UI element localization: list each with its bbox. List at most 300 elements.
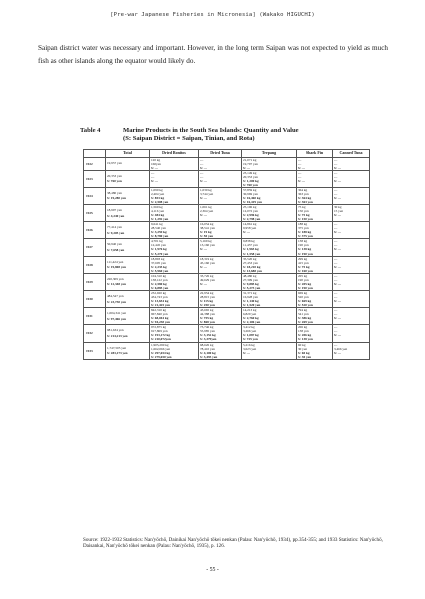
- total-saipan-value: S: 19,280 yen: [107, 196, 126, 201]
- total-cell: [106, 187, 150, 204]
- cell-line: ---: [200, 161, 204, 166]
- table-row: [84, 239, 370, 256]
- total-cell: [106, 170, 150, 187]
- year-cell: 1933: [84, 342, 106, 359]
- dried-bonitos-cell: [150, 157, 199, 170]
- cell-line: 160yen: [151, 161, 161, 166]
- cell-line: ---: [334, 273, 338, 278]
- cell-line: 48,480 kg: [243, 273, 257, 278]
- total-value: 220,309 yen: [107, 276, 124, 281]
- cell-line: S: 8,780 yen: [151, 234, 169, 239]
- total-value: 111,424 yen: [107, 259, 124, 264]
- cell-line: S: 18,210 kg: [243, 264, 261, 269]
- canned-tuna-cell: [333, 205, 370, 222]
- dried-tuna-cell: [199, 325, 242, 342]
- shark-fin-cell: [297, 308, 333, 325]
- dried-bonitos-cell: [150, 256, 199, 273]
- canned-tuna-cell: [333, 273, 370, 290]
- cell-line: ---: [298, 161, 302, 166]
- dried-bonitos-cell: [150, 205, 199, 222]
- shark-fin-cell: [297, 205, 333, 222]
- cell-line: S: 5,270 yen: [151, 251, 169, 256]
- dried-bonitos-cell: [150, 273, 199, 290]
- cell-line: ---: [334, 170, 338, 175]
- cell-line: S: 13,654 kg: [151, 299, 169, 304]
- cell-line: 78,410 yen: [200, 346, 215, 351]
- header-trepang: Trepang: [242, 150, 297, 158]
- dried-tuna-cell: [199, 273, 242, 290]
- canned-tuna-cell: [333, 325, 370, 342]
- cell-line: 1,560 kg: [151, 205, 163, 210]
- cell-line: S: 21,425 yen: [151, 303, 170, 308]
- total-value: 981,634 yen: [107, 328, 124, 333]
- cell-line: 188 kg: [298, 222, 308, 227]
- table-row: [84, 308, 370, 325]
- total-cell: [106, 290, 150, 307]
- year-cell: 1925: [84, 205, 106, 222]
- cell-line: S: 205 kg: [298, 281, 312, 286]
- cell-line: S: 1,558 yen: [243, 251, 261, 256]
- cell-line: ---: [200, 174, 204, 179]
- dried-bonitos-cell: [150, 290, 199, 307]
- cell-line: S: 138 kg: [298, 247, 312, 252]
- cell-line: S: 3,379yen: [200, 337, 217, 342]
- shark-fin-cell: [297, 273, 333, 290]
- cell-line: S: 68,044 kg: [151, 316, 169, 321]
- cell-line: S: 210,072yen: [151, 337, 171, 342]
- cell-line: 434,743 yen: [151, 295, 168, 299]
- total-cell: [106, 256, 150, 273]
- cell-line: S: 363 yen: [298, 199, 313, 204]
- cell-line: ---: [334, 325, 338, 330]
- total-value: 484,547 yen: [107, 293, 124, 298]
- table-body: [84, 157, 370, 359]
- year-cell: 1923: [84, 170, 106, 187]
- cell-line: 1,905,290 kg: [151, 342, 169, 347]
- cell-line: 541 yen: [298, 312, 309, 317]
- cell-line: 1,061 kg: [200, 205, 212, 210]
- shark-fin-cell: [297, 170, 333, 187]
- cell-line: 6,829 yen: [243, 312, 257, 317]
- cell-line: S: 853 kg: [151, 195, 165, 200]
- cell-line: ---: [334, 329, 338, 334]
- dried-tuna-cell: [199, 222, 242, 239]
- cell-line: 150 yen: [298, 209, 309, 214]
- cell-line: S: ---: [298, 165, 306, 170]
- cell-line: S: 9,885 kg: [243, 281, 259, 286]
- dried-bonitos-cell: [150, 325, 199, 342]
- cell-line: S: 2,760 kg: [243, 316, 259, 321]
- cell-line: S: ---: [334, 213, 342, 218]
- cell-line: 31,371 kg: [243, 290, 257, 295]
- cell-line: S: 30 yen: [298, 354, 312, 359]
- cell-line: 415 yen: [298, 260, 309, 265]
- cell-line: 917,869 yen: [151, 329, 168, 334]
- cell-line: S: ---: [151, 178, 159, 183]
- year-cell: 1928: [84, 256, 106, 273]
- cell-line: ---: [298, 157, 302, 162]
- source-note: Source: 1922-1932 Statistics: Nan'yōchō, Dainikai Nan'yōchō tōkei nenkan (Palau: Nan'yōchō, 1934), pp.354-355; and 1933 Statistics: Nan'yōchō, Daisankai, Nan'yōchō tōkei nenkan (Palau: Nan'yōchō, 1935), p. 126.: [83, 537, 383, 550]
- table-row: [84, 187, 370, 204]
- cell-line: S: 4,100 kg: [200, 350, 216, 355]
- cell-line: ---: [334, 308, 338, 313]
- cell-line: S: 1,520 yen: [243, 303, 261, 308]
- shark-fin-cell: [297, 290, 333, 307]
- canned-tuna-cell: [333, 256, 370, 273]
- cell-line: S: 669 kg: [298, 299, 312, 304]
- trepang-cell: [242, 325, 297, 342]
- cell-line: 364 kg: [298, 187, 308, 192]
- cell-line: S: 150 yen: [298, 217, 313, 222]
- cell-line: 190 yen: [298, 277, 309, 282]
- table-row: [84, 170, 370, 187]
- total-saipan-value: S: 97,466 yen: [107, 316, 126, 321]
- canned-tuna-cell: [333, 170, 370, 187]
- cell-line: 120 kg: [151, 157, 161, 162]
- cell-line: 28,540 yen: [151, 226, 166, 231]
- cell-line: S: ---: [200, 165, 208, 170]
- cell-line: ---: [334, 256, 338, 261]
- marine-products-table: [83, 149, 370, 360]
- header-dried-bonitos: Dried Bonitos: [150, 150, 199, 158]
- cell-line: 22,954 kg: [200, 290, 214, 295]
- cell-line: 12,072 yen: [243, 209, 258, 214]
- cell-line: 1,090 kg: [151, 187, 163, 192]
- cell-line: S: 725 yen: [243, 337, 258, 342]
- cell-line: S: ---: [334, 333, 342, 338]
- cell-line: S: 1,965 kg: [243, 247, 259, 252]
- cell-line: S: 188 kg: [298, 230, 312, 235]
- dried-tuna-cell: [199, 342, 242, 359]
- canned-tuna-cell: [333, 222, 370, 239]
- canned-tuna-cell: [333, 342, 370, 359]
- header-shark-fin: Shark Fin: [297, 150, 333, 158]
- cell-line: 75 kg: [298, 205, 306, 210]
- cell-line: S: 1,976 kg: [151, 247, 167, 252]
- table-header-row: [84, 150, 370, 158]
- cell-line: 794 kg: [298, 308, 308, 313]
- cell-line: S: 2,580 kg: [151, 281, 167, 286]
- cell-line: 13,160 yen: [200, 243, 215, 248]
- cell-line: S: ---: [243, 230, 251, 235]
- cell-line: 73,746 kg: [200, 325, 214, 330]
- cell-line: S: 190 yen: [298, 285, 313, 290]
- cell-line: 16,054 kg: [200, 222, 214, 227]
- total-cell: [106, 239, 150, 256]
- dried-bonitos-cell: [150, 342, 199, 359]
- cell-line: 21,071 kg: [243, 157, 257, 162]
- dried-tuna-cell: [199, 205, 242, 222]
- total-value: 77,414 yen: [107, 225, 122, 230]
- dried-tuna-cell: [199, 157, 242, 170]
- cell-line: S: 1,140 kg: [243, 299, 259, 304]
- dried-bonitos-cell: [150, 308, 199, 325]
- cell-line: 232,920 kg: [151, 290, 167, 295]
- total-value: 1,747,505 yen: [107, 345, 127, 350]
- cell-line: 25,196 kg: [243, 205, 257, 210]
- dried-bonitos-cell: [150, 222, 199, 239]
- header-year: [84, 150, 106, 158]
- header-canned-tuna: Canned Tuna: [333, 150, 370, 158]
- trepang-cell: [242, 273, 297, 290]
- cell-line: 138 kg: [298, 239, 308, 244]
- trepang-cell: [242, 222, 297, 239]
- cell-line: ---: [298, 174, 302, 179]
- cell-line: S: 16,460 kg: [243, 195, 261, 200]
- cell-line: S: 1,292 yen: [151, 217, 169, 222]
- cell-line: 14,861 kg: [243, 222, 257, 227]
- cell-line: 1,662,066 yen: [151, 346, 171, 351]
- cell-line: ---: [334, 174, 338, 179]
- cell-line: 15 yen: [334, 209, 344, 214]
- cell-line: S: 2,106 yen: [243, 320, 261, 325]
- cell-line: S: 484 kg: [151, 213, 165, 218]
- cell-line: S: 3,493 yen: [200, 354, 218, 359]
- dried-tuna-cell: [199, 239, 242, 256]
- cell-line: ---: [334, 222, 338, 227]
- cell-line: S: 5,273 yen: [243, 285, 261, 290]
- total-cell: [106, 273, 150, 290]
- total-value: 1,004,341 yen: [107, 311, 127, 316]
- cell-line: S: ---: [200, 213, 208, 218]
- year-cell: 1932: [84, 325, 106, 342]
- cell-line: S: ---: [334, 195, 342, 200]
- cell-line: ---: [200, 157, 204, 162]
- total-cell: [106, 205, 150, 222]
- cell-line: S: 193,172 kg: [151, 333, 171, 338]
- cell-line: 205 kg: [298, 273, 308, 278]
- total-saipan-value: S: 760 yen: [107, 179, 122, 184]
- shark-fin-cell: [297, 256, 333, 273]
- cell-line: 138,122 yen: [151, 277, 168, 282]
- body-paragraph: Saipan district water was necessary and important. However, in the long term Saipan was not expected to yield as much fish as other islands along the equator would likely do.: [38, 44, 388, 65]
- cell-line: S: 279,650 yen: [151, 354, 172, 359]
- dried-bonitos-cell: [150, 187, 199, 204]
- cell-line: S: 364 kg: [298, 195, 312, 200]
- trepang-cell: [242, 308, 297, 325]
- cell-line: S: 160 yen: [298, 268, 313, 273]
- cell-line: S: 760 yen: [243, 182, 258, 187]
- cell-line: 3,266 yen: [243, 329, 257, 334]
- year-cell: 1927: [84, 239, 106, 256]
- cell-line: S: ---: [334, 281, 342, 286]
- cell-line: ---: [151, 170, 155, 175]
- year-cell: 1922: [84, 157, 106, 170]
- cell-line: 2,364 yen: [200, 209, 214, 214]
- cell-line: S: 1,200 kg: [243, 178, 259, 183]
- cell-line: 30 yen: [298, 346, 308, 351]
- cell-line: S: 1,087 kg: [243, 333, 259, 338]
- cell-line: ---: [334, 187, 338, 192]
- page-number: - 55 -: [206, 567, 219, 573]
- cell-line: 37,605 yen: [151, 260, 166, 265]
- cell-line: 55,985 yen: [200, 329, 215, 334]
- cell-line: S: 75 kg: [298, 264, 310, 269]
- cell-line: S: ---: [334, 316, 342, 321]
- cell-line: 30,969 yen: [243, 191, 258, 196]
- cell-line: S: 13,688 yen: [243, 268, 262, 273]
- cell-line: 60 kg: [298, 342, 306, 347]
- trepang-cell: [242, 342, 297, 359]
- cell-line: 9,958 yen: [243, 226, 257, 231]
- table-row: [84, 273, 370, 290]
- cell-line: 12,445 yen: [151, 243, 166, 248]
- dried-bonitos-cell: [150, 239, 199, 256]
- table-title-line1: Marine Products in the South Sea Islands: Quantity and Value: [123, 127, 299, 134]
- cell-line: ---: [334, 312, 338, 317]
- cell-line: 35,520 kg: [243, 256, 257, 261]
- cell-line: ---: [334, 295, 338, 299]
- table-row: [84, 325, 370, 342]
- cell-line: ---: [334, 342, 338, 347]
- cell-line: 43,665 kg: [200, 308, 214, 313]
- canned-tuna-cell: [333, 239, 370, 256]
- cell-line: S: 755 kg: [200, 316, 214, 321]
- running-head: [Pre-war Japanese Fisheries in Micronesia] (Wakako HIGUCHI): [110, 12, 315, 18]
- dried-tuna-cell: [199, 308, 242, 325]
- table-title-line2: (S: Saipan District = Saipan, Tinian, and Rota): [123, 135, 255, 142]
- cell-line: 363 yen: [298, 191, 309, 196]
- cell-line: S: 2,235 kg: [151, 264, 167, 269]
- cell-line: S: ---: [334, 350, 342, 355]
- shark-fin-cell: [297, 239, 333, 256]
- cell-line: ---: [334, 161, 338, 166]
- cell-line: 5,169 kg: [200, 239, 212, 244]
- trepang-cell: [242, 290, 297, 307]
- total-cell: [106, 325, 150, 342]
- cell-line: 44,388 yen: [200, 312, 215, 317]
- total-saipan-value: S: 283,173 yen: [107, 351, 128, 356]
- year-cell: 1930: [84, 290, 106, 307]
- cell-line: ---: [151, 174, 155, 179]
- cell-line: 16,928 yen: [243, 295, 258, 299]
- table-row: [84, 205, 370, 222]
- canned-tuna-cell: [333, 308, 370, 325]
- total-saipan-value: S: 19,808 yen: [107, 265, 126, 270]
- year-cell: 1924: [84, 187, 106, 204]
- cell-line: 138 yen: [298, 329, 309, 334]
- cell-line: S: 868 yen: [200, 320, 215, 325]
- cell-line: S: ---: [334, 165, 342, 170]
- cell-line: 38,541 yen: [200, 226, 215, 231]
- cell-line: S: 138 yen: [298, 337, 313, 342]
- shark-fin-cell: [297, 325, 333, 342]
- cell-line: 206 kg: [298, 325, 308, 330]
- total-saipan-value: S: 4,240 yen: [107, 213, 125, 218]
- canned-tuna-cell: [333, 157, 370, 170]
- dried-tuna-cell: [199, 256, 242, 273]
- cell-line: S: ---: [200, 281, 208, 286]
- cell-line: 33,726 kg: [200, 273, 214, 278]
- dried-tuna-cell: [199, 187, 242, 204]
- trepang-cell: [242, 256, 297, 273]
- cell-line: 3,744 yen: [200, 191, 214, 196]
- dried-bonitos-cell: [150, 170, 199, 187]
- shark-fin-cell: [297, 157, 333, 170]
- cell-line: 30 kg: [334, 205, 342, 210]
- cell-line: 18,319 kg: [200, 256, 214, 261]
- cell-line: S: 19 kg: [200, 230, 212, 235]
- year-cell: 1926: [84, 222, 106, 239]
- trepang-cell: [242, 205, 297, 222]
- cell-line: 45,160 yen: [200, 260, 215, 265]
- total-cell: [106, 342, 150, 359]
- cell-line: 842,310 kg: [151, 308, 167, 313]
- cell-line: S: 2,798 yen: [243, 217, 261, 222]
- cell-line: S: 3,259 kg: [151, 230, 167, 235]
- cell-line: S: ---: [334, 299, 342, 304]
- cell-line: S: 520 yen: [298, 303, 313, 308]
- cell-line: ---: [334, 243, 338, 248]
- total-value: 19,957 yen: [107, 160, 122, 165]
- cell-line: ---: [334, 260, 338, 265]
- cell-line: 2,404 yen: [151, 191, 165, 196]
- cell-line: S: 297,654 kg: [151, 350, 171, 355]
- cell-line: 23,149 kg: [243, 170, 257, 175]
- cell-line: 4,116 yen: [151, 209, 165, 214]
- cell-line: 11,437 yen: [243, 243, 258, 248]
- cell-line: ---: [334, 239, 338, 244]
- cell-line: S: 250 yen: [200, 303, 215, 308]
- cell-line: 299 kg: [298, 256, 308, 261]
- cell-line: S: 2,508 yen: [151, 199, 169, 204]
- cell-line: 669 kg: [298, 290, 308, 295]
- cell-line: 190 yen: [298, 243, 309, 248]
- trepang-cell: [242, 187, 297, 204]
- cell-line: S: 386 kg: [298, 316, 312, 321]
- total-cell: [106, 308, 150, 325]
- cell-line: 3,466 yen: [334, 346, 348, 351]
- cell-line: S: 269 yen: [298, 320, 313, 325]
- shark-fin-cell: [297, 187, 333, 204]
- cell-line: 14,213 kg: [243, 308, 257, 313]
- cell-line: 68,626 kg: [200, 342, 214, 347]
- cell-line: S: ---: [200, 264, 208, 269]
- table-row: [84, 222, 370, 239]
- cell-line: 27,309 yen: [243, 277, 258, 282]
- cell-line: 28,815 yen: [200, 295, 215, 299]
- total-value: 50,940 yen: [107, 242, 122, 247]
- cell-line: S: 3,152 kg: [200, 333, 216, 338]
- cell-line: 520 yen: [298, 295, 309, 299]
- total-value: 38,480 yen: [107, 190, 122, 195]
- cell-line: 9,838 kg: [243, 239, 255, 244]
- cell-line: S: 60 kg: [298, 350, 310, 355]
- trepang-cell: [242, 157, 297, 170]
- table-row: [84, 290, 370, 307]
- cell-line: S: 2,996 kg: [243, 213, 259, 218]
- cell-line: S: ---: [243, 350, 251, 355]
- cell-line: S: 375 yen: [298, 234, 313, 239]
- total-cell: [106, 222, 150, 239]
- cell-line: S: ---: [334, 264, 342, 269]
- cell-line: 18,893 kg: [151, 256, 165, 261]
- table-number: Table 4: [80, 127, 101, 134]
- cell-line: 1,030 kg: [200, 187, 212, 192]
- year-cell: 1929: [84, 273, 106, 290]
- header-dried-tuna: Dried Tuna: [199, 150, 242, 158]
- cell-line: 19,797 yen: [243, 161, 258, 166]
- cell-line: 967,840 yen: [151, 312, 168, 317]
- cell-line: ---: [298, 170, 302, 175]
- cell-line: 3,412 kg: [243, 325, 255, 330]
- cell-line: S: ---: [243, 165, 251, 170]
- cell-line: S: ---: [200, 195, 208, 200]
- total-saipan-value: S: 214,213 yen: [107, 333, 128, 338]
- table-row: [84, 157, 370, 170]
- cell-line: 9,641 kg: [151, 222, 163, 227]
- cell-line: S: 94,238 yen: [151, 320, 170, 325]
